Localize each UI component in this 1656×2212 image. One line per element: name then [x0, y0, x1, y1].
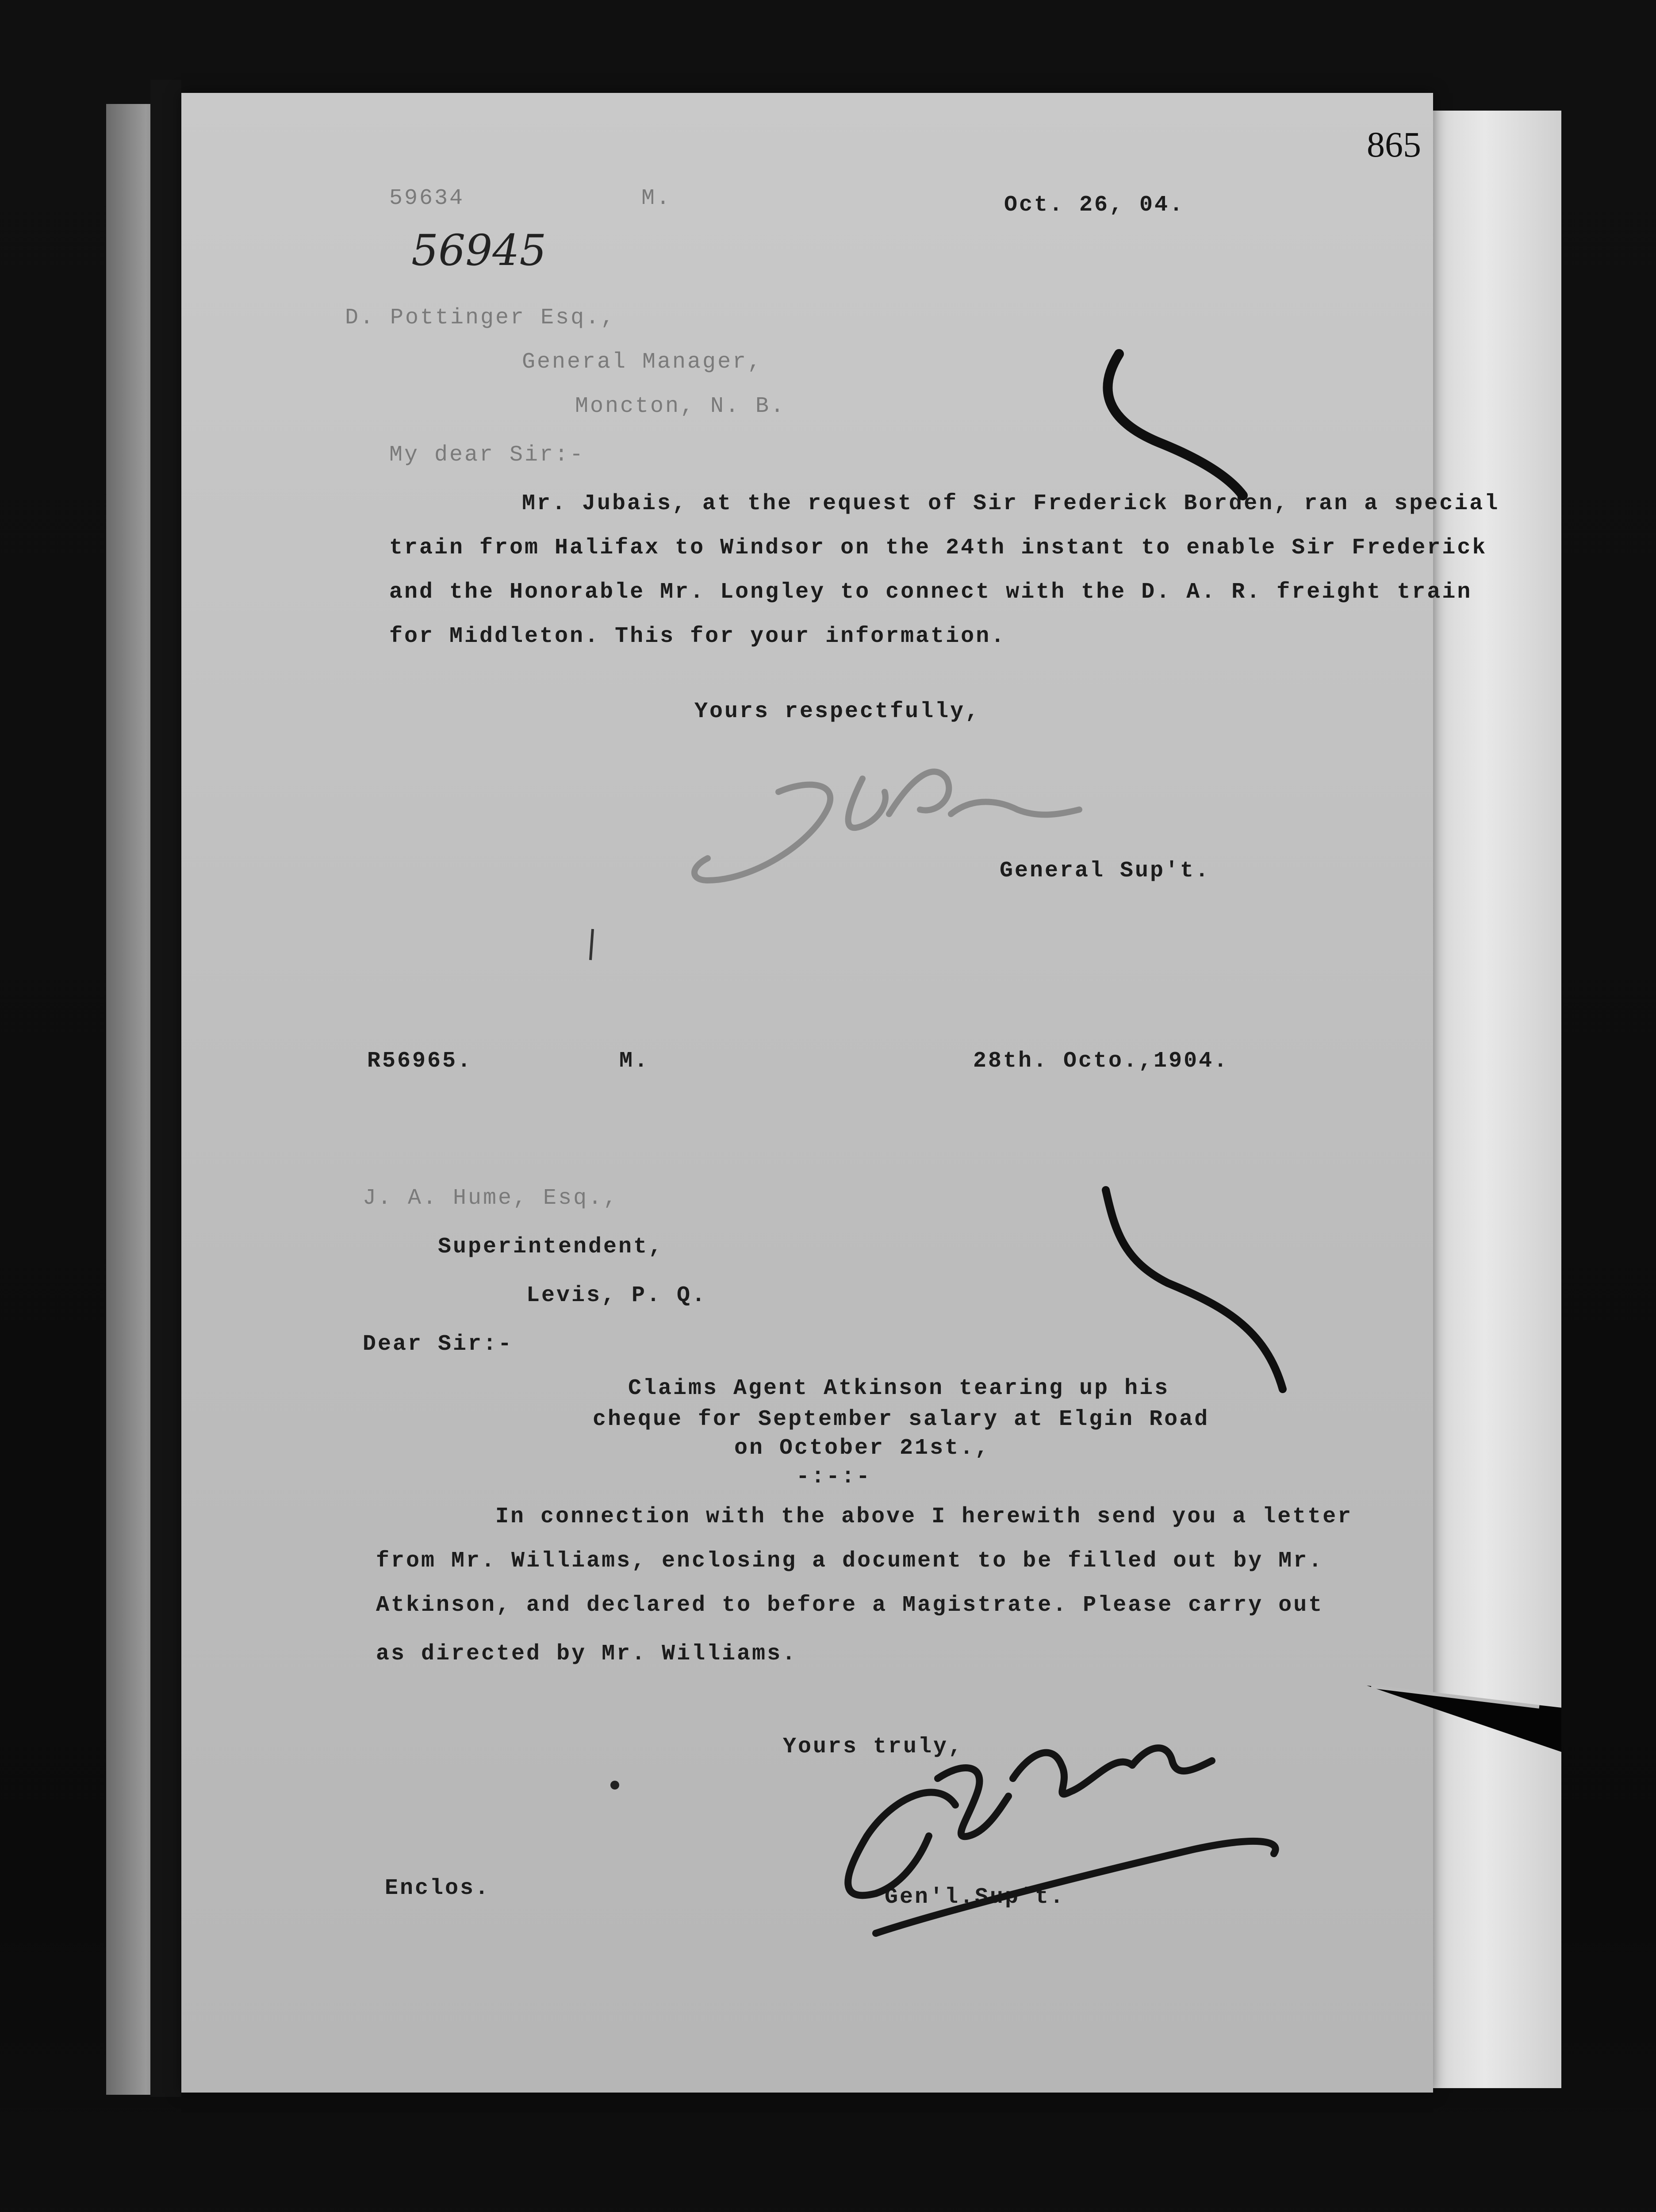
letter1-body-line: for Middleton. This for your information. — [389, 624, 1006, 649]
letter1-body-line: and the Honorable Mr. Longley to connect with the D. A. R. freight train — [389, 580, 1472, 605]
letter2-address-city: Levis, P. Q. — [526, 1283, 707, 1308]
letter2-subject-rule: -:-:- — [796, 1464, 872, 1490]
letter1-closing: Yours respectfully, — [694, 699, 981, 724]
letter1-body-line: Mr. Jubais, at the request of Sir Frederick Borden, ran a special — [522, 491, 1500, 516]
check-mark — [1106, 1190, 1283, 1389]
letter2-subject-line: cheque for September salary at Elgin Road — [593, 1407, 1210, 1432]
pen-tip — [1367, 1686, 1561, 1752]
letter2-typist: M. — [619, 1048, 650, 1074]
letter1-address-title: General Manager, — [522, 349, 763, 375]
letter1-typist: M. — [641, 186, 672, 211]
letter2-signatory-title: Gen'l.Sup't. — [885, 1885, 1066, 1910]
letter2-address-name: J. A. Hume, Esq., — [363, 1186, 619, 1211]
letter2-date: 28th. Octo.,1904. — [973, 1048, 1229, 1074]
letter1-salutation: My dear Sir:- — [389, 442, 585, 468]
letter1-date: Oct. 26, 04. — [1004, 192, 1185, 218]
letter2-subject-line: Claims Agent Atkinson tearing up his — [628, 1376, 1170, 1401]
letter2-subject-line: on October 21st., — [734, 1436, 990, 1461]
letter2-body-line: as directed by Mr. Williams. — [376, 1641, 797, 1667]
letter1-address-city: Moncton, N. B. — [575, 394, 786, 419]
letter2-body-line: from Mr. Williams, enclosing a document to be filled out by Mr. — [376, 1548, 1324, 1574]
signature-letter2 — [848, 1748, 1276, 1933]
signature-letter1 — [694, 772, 1079, 880]
archive-page-number: 865 — [1367, 124, 1421, 165]
letter1-address-name: D. Pottinger Esq., — [345, 305, 616, 330]
letter2-address-title: Superintendent, — [438, 1234, 664, 1260]
letter2-body-line: In connection with the above I herewith send you a letter — [495, 1504, 1353, 1529]
letter1-signatory-title: General Sup't. — [1000, 858, 1211, 883]
letter2-closing: Yours truly, — [783, 1734, 964, 1759]
letter2-ref: R56965. — [367, 1048, 473, 1074]
stray-tick — [590, 929, 593, 960]
letter2-body-line: Atkinson, and declared to before a Magistrate. Please carry out — [376, 1593, 1324, 1618]
check-mark — [1108, 354, 1243, 495]
letter1-ref: 59634 — [389, 186, 465, 211]
letter2-enclosure: Enclos. — [385, 1876, 491, 1901]
handwritten-file-number: 56945 — [411, 226, 547, 275]
stray-dot — [610, 1781, 619, 1790]
letter1-body-line: train from Halifax to Windsor on the 24th instant to enable Sir Frederick — [389, 535, 1487, 561]
letter2-salutation: Dear Sir:- — [363, 1332, 514, 1357]
